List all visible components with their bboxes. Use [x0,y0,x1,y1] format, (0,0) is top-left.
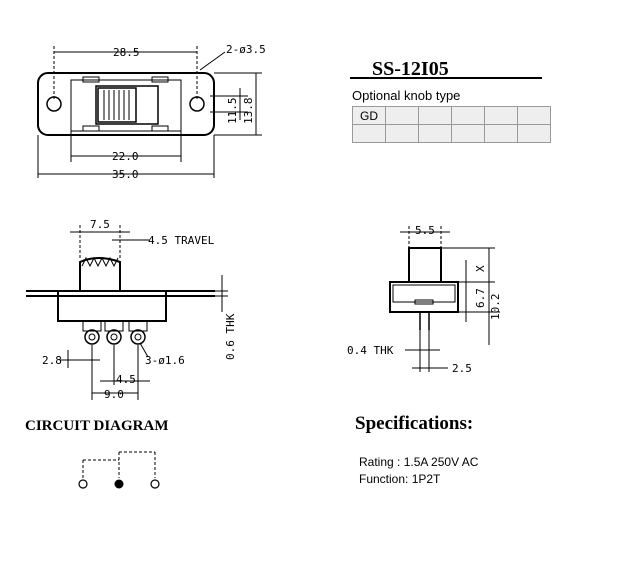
dim-pin-pitch: 4.5 [116,373,136,386]
knob-cell [452,107,485,125]
dim-thickness: 0.6 THK [224,313,237,360]
dim-pin-offset: 2.8 [42,354,62,367]
knob-cell [419,125,452,143]
knob-cell [518,125,551,143]
spec-function: Function: 1P2T [359,472,441,486]
dim-knob-width: 7.5 [90,218,110,231]
knob-cell [485,125,518,143]
circuit-title: CIRCUIT DIAGRAM [25,418,169,434]
knob-cell [419,107,452,125]
dim-inner-height: 11.5 [226,97,239,124]
dim-pin-thickness: 0.4 THK [347,344,394,357]
knob-cell [485,107,518,125]
dim-hole-spacing: 28.5 [113,46,140,59]
knob-cell [518,107,551,125]
dim-hole-diameter: 2-ø3.5 [226,43,266,56]
knob-table [352,106,551,143]
dim-inner-width: 22.0 [112,150,139,163]
dim-x: X [474,265,487,272]
dim-travel: 4.5 TRAVEL [148,234,215,247]
dim-pin-holes: 3-ø1.6 [145,354,185,367]
circuit-schematic [79,452,159,488]
dim-total-width: 35.0 [112,168,139,181]
dim-total-height: 10.2 [489,293,502,320]
dim-knob-width-end: 5.5 [415,224,435,237]
spec-rating: Rating : 1.5A 250V AC [359,455,479,469]
knob-cell [386,107,419,125]
dim-pin-span: 9.0 [104,388,124,401]
knob-cell: GD [353,107,386,125]
model-title: SS-12I05 [372,58,449,80]
knob-cell [386,125,419,143]
knob-cell [452,125,485,143]
knob-cell [353,125,386,143]
knob-label: Optional knob type [352,88,461,103]
spec-title: Specifications: [355,413,474,434]
knob-table-row [353,125,551,143]
knob-table-row [353,107,551,125]
dim-pin-gap: 2.5 [452,362,472,375]
dim-body-height: 6.7 [474,288,487,308]
dim-outer-height: 13.8 [242,97,255,124]
